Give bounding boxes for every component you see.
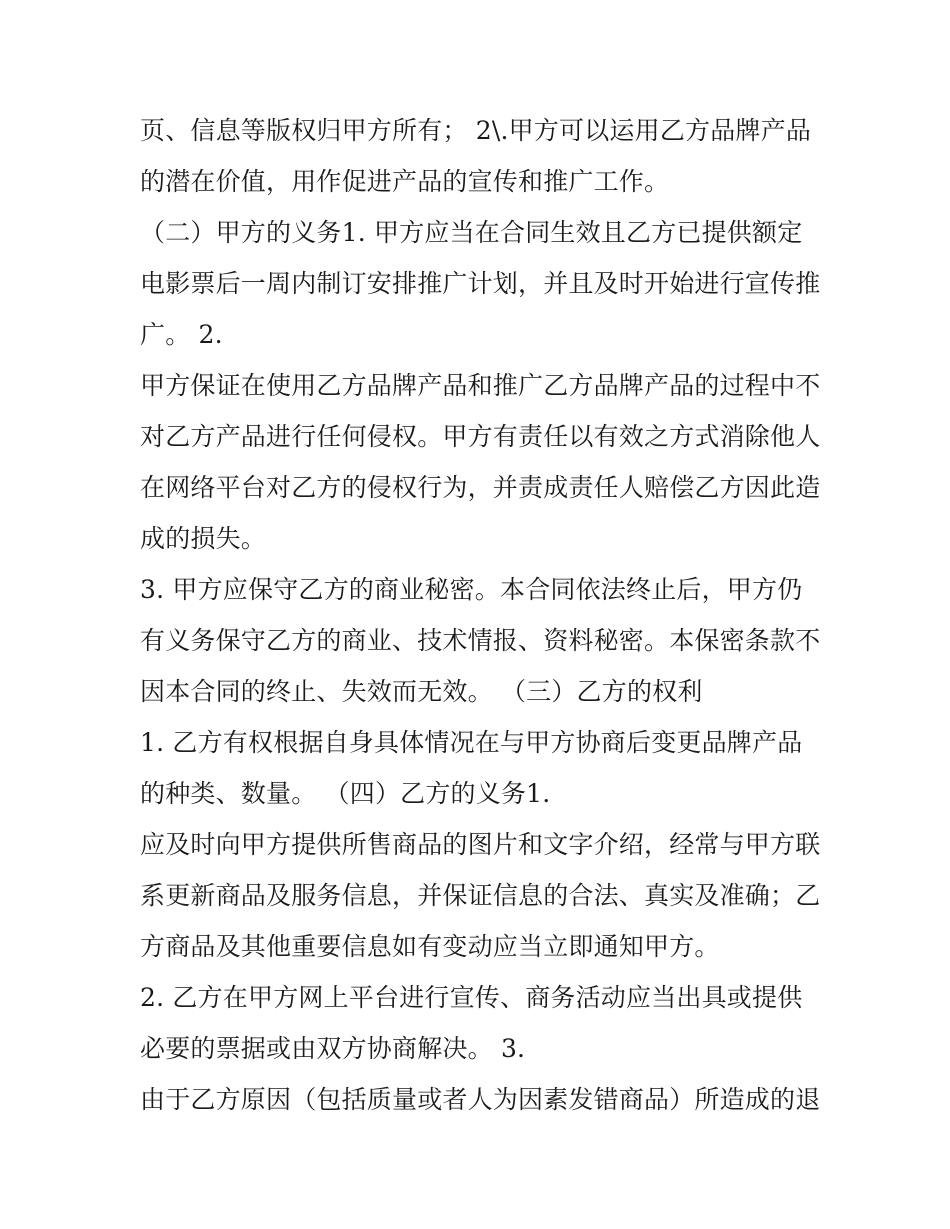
text-line: （二）甲方的义务1. 甲方应当在合同生效且乙方已提供额定 [140,218,803,247]
contract-text [140,105,820,1125]
text-line: 因本合同的终止、失效而无效。 （三）乙方的权利 [140,677,703,706]
text-line: 甲方保证在使用乙方品牌产品和推广乙方品牌产品的过程中不 [140,371,820,400]
text-line: 应及时向甲方提供所售商品的图片和文字介绍，经常与甲方联 [140,830,820,859]
text-line: 页、信息等版权归甲方所有； 2\.甲方可以运用乙方品牌产品 [140,116,812,145]
text-line: 2. 乙方在甲方网上平台进行宣传、商务活动应当出具或提供 [140,983,803,1012]
text-line: 由于乙方原因（包括质量或者人为因素发错商品）所造成的退 [140,1085,820,1114]
text-line: 方商品及其他重要信息如有变动应当立即通知甲方。 [140,932,720,961]
text-line: 成的损失。 [140,524,267,553]
text-line: 对乙方产品进行任何侵权。甲方有责任以有效之方式消除他人 [140,422,820,451]
text-line: 在网络平台对乙方的侵权行为，并责成责任人赔偿乙方因此造 [140,473,820,502]
text-line: 有义务保守乙方的商业、技术情报、资料秘密。本保密条款不 [140,626,820,655]
text-line: 必要的票据或由双方协商解决。 3. [140,1034,526,1063]
text-line: 电影票后一周内制订安排推广计划，并且及时开始进行宣传推 [140,269,820,298]
text-line: 系更新商品及服务信息，并保证信息的合法、真实及准确；乙 [140,881,820,910]
text-line: 广。 2. [140,320,223,349]
text-line: 的种类、数量。 （四）乙方的义务1. [140,779,551,808]
text-line: 3. 甲方应保守乙方的商业秘密。本合同依法终止后，甲方仍 [140,575,803,604]
text-line: 的潜在价值，用作促进产品的宣传和推广工作。 [140,167,670,196]
text-line: 1. 乙方有权根据自身具体情况在与甲方协商后变更品牌产品 [140,728,803,757]
